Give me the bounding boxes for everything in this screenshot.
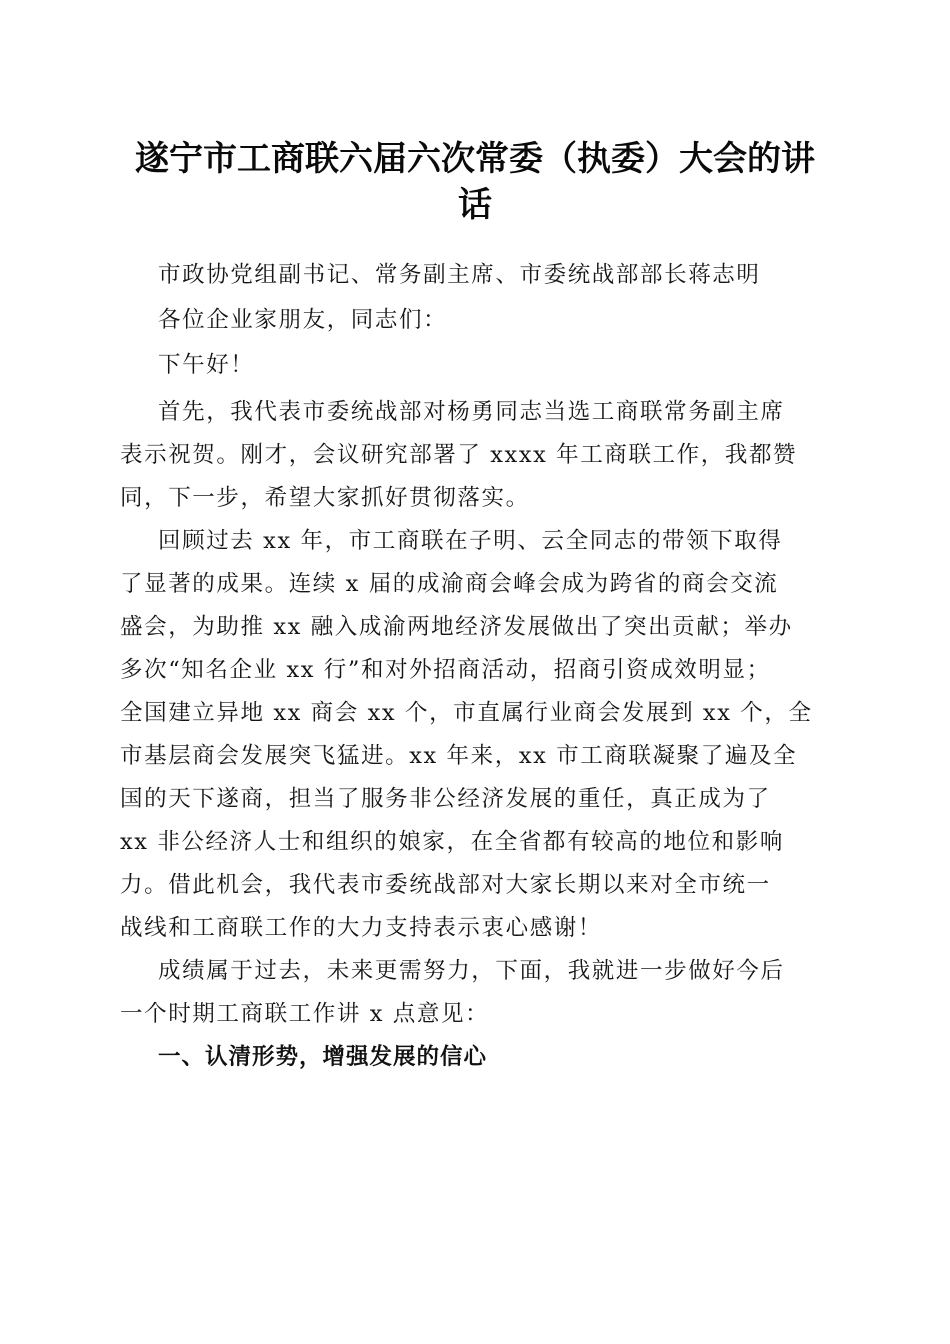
section-heading: 一、认清形势，增强发展的信心: [158, 1044, 488, 1070]
paragraph-line: 全国建立异地 xx 商会 xx 个，市直属行业商会发展到 xx 个，全: [120, 700, 813, 726]
paragraph-line: 力。借此机会，我代表市委统战部对大家长期以来对全市统一: [120, 872, 771, 898]
paragraph-line: 一个时期工商联工作讲 x 点意见：: [120, 1001, 490, 1027]
title-line: 遂宁市工商联六届六次常委（执委）大会的讲: [135, 139, 815, 179]
paragraph-line: 市基层商会发展突飞猛进。xx 年来，xx 市工商联凝聚了遍及全: [120, 743, 798, 769]
paragraph-line: 成绩属于过去，未来更需努力，下面，我就进一步做好今后: [158, 958, 785, 984]
salutation-block: [120, 253, 825, 388]
paragraph-line: 同，下一步，希望大家抓好贯彻落实。: [120, 485, 530, 511]
title-line: 话: [458, 185, 492, 225]
paragraph-line: 盛会，为助推 xx 融入成渝两地经济发展做出了突出贡献；举办: [120, 614, 793, 640]
paragraph-review: [120, 520, 825, 950]
salutation-line: 各位企业家朋友，同志们：: [158, 307, 448, 333]
paragraph-congratulations: [120, 391, 825, 520]
document-body: [120, 253, 825, 1079]
paragraph-line: 首先，我代表市委统战部对杨勇同志当选工商联常务副主席: [158, 399, 785, 425]
paragraph-line: 回顾过去 xx 年，市工商联在子明、云全同志的带领下取得: [158, 528, 783, 554]
paragraph-line: 多次“知名企业 xx 行”和对外招商活动，招商引资成效明显；: [120, 657, 771, 683]
salutation-line: 下午好！: [158, 352, 255, 378]
document-title: [110, 136, 840, 228]
salutation-line: 市政协党组副书记、常务副主席、市委统战部部长蒋志明: [158, 262, 761, 288]
paragraph-line: 国的天下遂商，担当了服务非公经济发展的重任，真正成为了: [120, 786, 771, 812]
paragraph-outlook: [120, 950, 825, 1036]
paragraph-line: xx 非公经济人士和组织的娘家，在全省都有较高的地位和影响: [120, 829, 784, 855]
paragraph-line: 表示祝贺。刚才，会议研究部署了 xxxx 年工商联工作，我都赞: [120, 442, 798, 468]
paragraph-line: 了显著的成果。连续 x 届的成渝商会峰会成为跨省的商会交流: [120, 571, 779, 597]
paragraph-line: 战线和工商联工作的大力支持表示衷心感谢！: [120, 915, 603, 941]
